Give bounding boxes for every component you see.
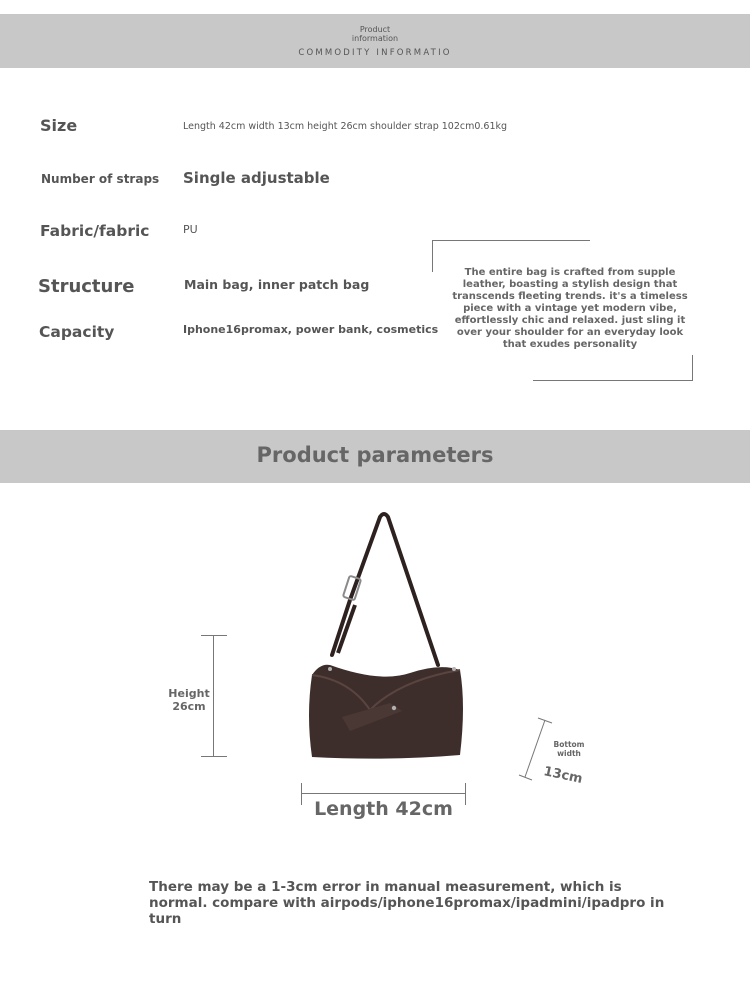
bag-image [290,505,470,765]
fabric-label: Fabric/fabric [40,222,150,240]
capacity-value: Iphone16promax, power bank, cosmetics [183,323,439,336]
header-subtitle: COMMODITY INFORMATIO [298,48,452,58]
length-line [301,793,466,794]
size-value: Length 42cm width 13cm height 26cm shoulder strap 102cm0.61kg [183,121,508,132]
bottom-width-value: 13cm [542,764,584,787]
bottom-width-label-1: Bottom [553,740,585,749]
capacity-label: Capacity [39,323,115,341]
length-label: Length 42cm [314,798,453,820]
measurement-note: There may be a 1-3cm error in manual measurement, which is normal. compare with airpods/iphone16promax/ipadmini/ipadpro in turn [149,879,665,927]
quote-line-bottom [533,380,693,381]
structure-label: Structure [38,276,135,297]
straps-value: Single adjustable [183,169,330,187]
parameters-title: Product parameters [256,443,494,467]
header-small-line2: information [351,34,399,43]
height-value: 26cm [172,700,206,713]
straps-label: Number of straps [41,172,160,186]
bottom-width-label-2: width [557,749,581,758]
quote-line-top [432,240,590,241]
height-label: Height [168,687,210,700]
height-line-bottom [201,756,227,757]
quote-line-right [692,355,693,381]
fabric-value: PU [183,223,198,236]
size-label: Size [40,116,78,135]
header-small-line1: Product [359,25,391,34]
quote-line-left [432,240,433,272]
quote-text: The entire bag is crafted from supple leather, boasting a stylish design that transcends fleeting trends. it's a timeless piece with a vintage yet modern vibe, effortlessly chic and relaxed. just sling it over your shoulder for an everyday look that exudes personality [452,267,688,350]
height-line-top [201,635,227,636]
structure-value: Main bag, inner patch bag [184,277,370,292]
